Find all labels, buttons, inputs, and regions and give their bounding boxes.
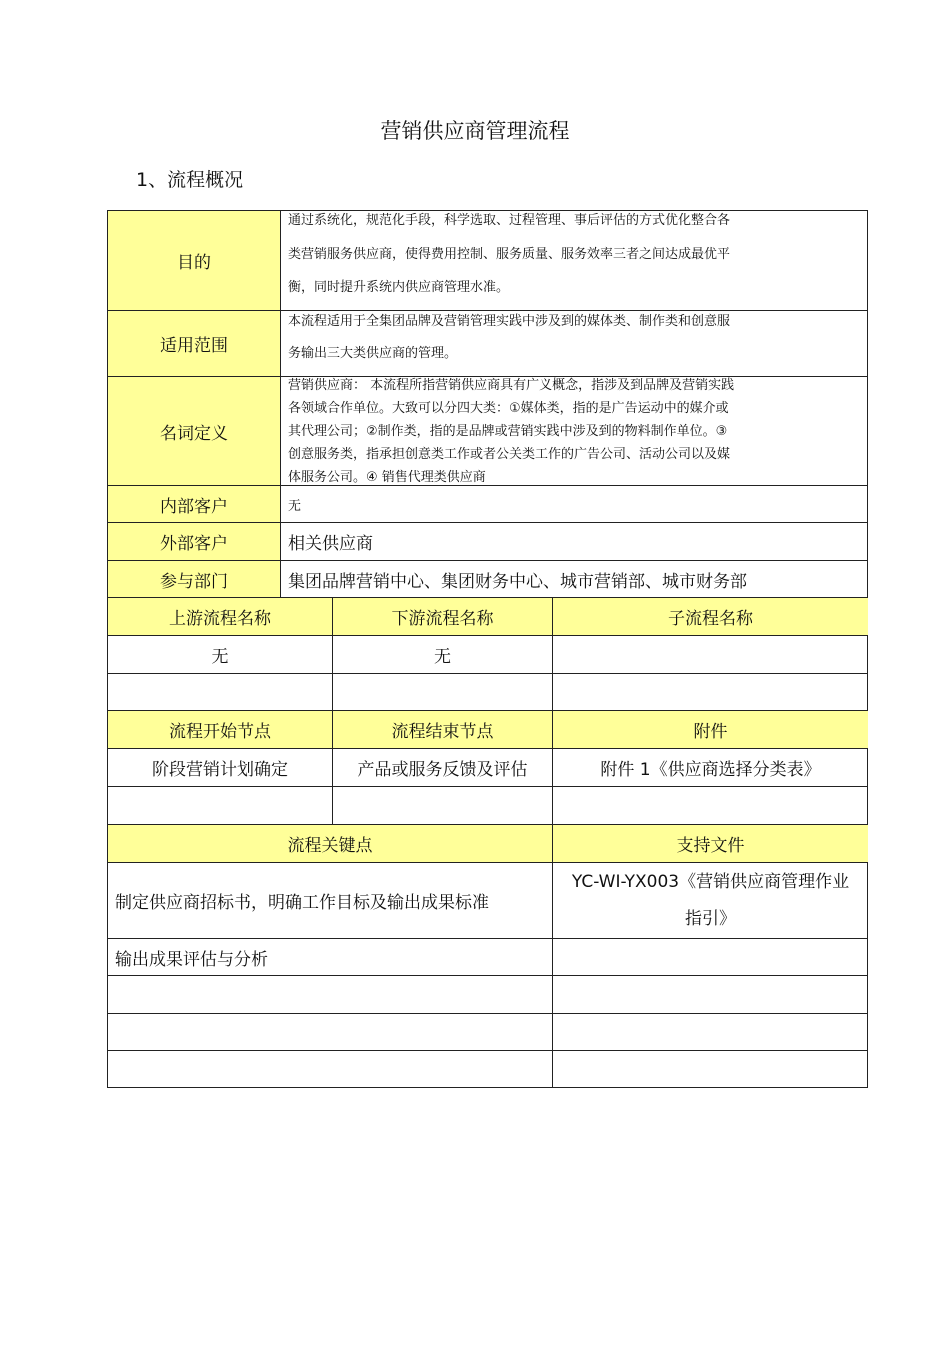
definition-line: 其代理公司；②制作类，指的是品牌或营销实践中涉及到的物料制作单位。③ bbox=[288, 424, 728, 439]
support-file-line: 指引》 bbox=[684, 908, 736, 929]
departments-label-text: 参与部门 bbox=[160, 571, 228, 592]
key-point-cell bbox=[108, 939, 553, 976]
section-heading: 1、流程概况 bbox=[136, 169, 244, 191]
downstream-process-text: 无 bbox=[434, 647, 451, 667]
definition-content bbox=[281, 377, 868, 486]
support-file-text bbox=[572, 864, 849, 938]
key-point-empty-cell bbox=[108, 1051, 553, 1087]
subprocess-empty-cell bbox=[553, 674, 868, 711]
start-node-text: 阶段营销计划确定 bbox=[152, 760, 288, 780]
attachment-header bbox=[553, 711, 868, 749]
end-node-header-text: 流程结束节点 bbox=[391, 722, 494, 742]
purpose-line: 衡，同时提升系统内供应商管理水准。 bbox=[288, 280, 510, 295]
key-point-text: 输出成果评估与分析 bbox=[115, 949, 268, 970]
internal-customer-label bbox=[108, 486, 281, 523]
external-customer-text: 相关供应商 bbox=[288, 534, 373, 554]
subprocess-cell bbox=[553, 636, 868, 674]
downstream-process-header bbox=[333, 598, 553, 636]
definition-line: 各领域合作单位。大致可以分四大类：①媒体类，指的是广告运动中的媒介或 bbox=[288, 401, 729, 416]
definition-label-text: 名词定义 bbox=[160, 423, 228, 444]
definition-line: 创意服务类，指承担创意类工作或者公关类工作的广告公司、活动公司以及媒 bbox=[288, 447, 731, 462]
subprocess-header bbox=[553, 598, 868, 636]
start-node-header-text: 流程开始节点 bbox=[169, 722, 271, 742]
definition-text bbox=[288, 377, 734, 486]
purpose-line: 类营销服务供应商，使得费用控制、服务质量、服务效率三者之间达成最优平 bbox=[288, 246, 731, 262]
support-file-empty-cell bbox=[553, 939, 868, 976]
support-file-line: YC-WI-YX003《营销供应商管理作业 bbox=[571, 871, 850, 892]
purpose-content bbox=[281, 211, 868, 311]
definition-label bbox=[108, 377, 281, 486]
upstream-process-cell bbox=[108, 636, 333, 674]
downstream-process-header-text: 下游流程名称 bbox=[391, 609, 494, 629]
purpose-line: 通过系统化，规范化手段，科学选取、过程管理、事后评估的方式优化整合各 bbox=[288, 213, 731, 228]
external-customer-label-text: 外部客户 bbox=[160, 534, 228, 554]
key-point-empty-cell bbox=[108, 1014, 553, 1051]
upstream-process-text: 无 bbox=[211, 647, 229, 667]
upstream-process-header-text: 上游流程名称 bbox=[169, 609, 271, 629]
support-file-empty-cell bbox=[553, 1051, 868, 1087]
end-node-cell bbox=[333, 749, 553, 787]
start-node-header bbox=[108, 711, 333, 749]
attachment-header-text: 附件 bbox=[693, 722, 728, 742]
end-node-empty-cell bbox=[333, 787, 553, 825]
start-node-empty-cell bbox=[108, 787, 333, 825]
key-point-header bbox=[108, 825, 553, 863]
scope-text bbox=[288, 311, 730, 370]
key-point-header-text: 流程关键点 bbox=[287, 836, 373, 856]
internal-customer-text: 无 bbox=[288, 498, 302, 514]
downstream-process-cell bbox=[333, 636, 553, 674]
key-point-empty-cell bbox=[108, 976, 553, 1014]
downstream-process-empty-cell bbox=[333, 674, 553, 711]
scope-content bbox=[281, 311, 868, 377]
external-customer-value bbox=[281, 523, 868, 561]
attachment-cell bbox=[553, 749, 868, 787]
internal-customer-value bbox=[281, 486, 868, 523]
process-overview-table bbox=[107, 210, 868, 1088]
purpose-label-text: 目的 bbox=[177, 253, 211, 273]
document-title: 营销供应商管理流程 bbox=[380, 119, 570, 143]
definition-line: 营销供应商： 本流程所指营销供应商具有广义概念，指涉及到品牌及营销实践 bbox=[288, 378, 735, 393]
departments-label bbox=[108, 561, 281, 598]
support-file-empty-cell bbox=[553, 976, 868, 1014]
attachment-text: 附件 1《供应商选择分类表》 bbox=[600, 760, 821, 780]
definition-line: 体服务公司。④ 销售代理类供应商 bbox=[288, 470, 486, 485]
purpose-label bbox=[108, 211, 281, 311]
internal-customer-label-text: 内部客户 bbox=[160, 496, 228, 517]
key-point-cell bbox=[108, 863, 553, 939]
start-node-cell bbox=[108, 749, 333, 787]
external-customer-label bbox=[108, 523, 281, 561]
end-node-header bbox=[333, 711, 553, 749]
departments-text: 集团品牌营销中心、集团财务中心、城市营销部、城市财务部 bbox=[288, 571, 747, 592]
upstream-process-header bbox=[108, 598, 333, 636]
scope-label-text: 适用范围 bbox=[160, 336, 228, 356]
key-point-text: 制定供应商招标书，明确工作目标及输出成果标准 bbox=[115, 893, 489, 913]
scope-label bbox=[108, 311, 281, 377]
support-file-cell bbox=[553, 863, 868, 939]
scope-line: 务输出三大类供应商的管理。 bbox=[288, 346, 458, 361]
end-node-text: 产品或服务反馈及评估 bbox=[357, 760, 528, 780]
attachment-empty-cell bbox=[553, 787, 868, 825]
purpose-text bbox=[288, 211, 730, 305]
support-file-header-text: 支持文件 bbox=[676, 836, 745, 856]
subprocess-header-text: 子流程名称 bbox=[668, 609, 753, 629]
support-file-empty-cell bbox=[553, 1014, 868, 1051]
support-file-header bbox=[553, 825, 868, 863]
scope-line: 本流程适用于全集团品牌及营销管理实践中涉及到的媒体类、制作类和创意服 bbox=[288, 314, 731, 329]
departments-value bbox=[281, 561, 868, 598]
upstream-process-empty-cell bbox=[108, 674, 333, 711]
